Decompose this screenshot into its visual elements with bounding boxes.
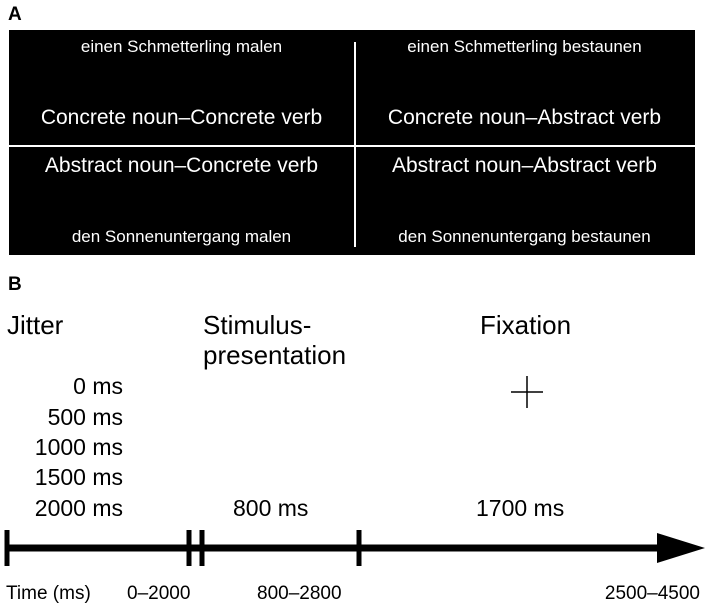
- bottom-right-condition: Abstract noun–Abstract verb: [392, 154, 657, 177]
- stimulus-duration: 800 ms: [233, 495, 309, 521]
- top-left-example: einen Schmetterling malen: [80, 37, 283, 56]
- panel-a-label: A: [8, 4, 22, 25]
- stimulus-title-line2: presentation: [203, 340, 347, 370]
- jitter-title: Jitter: [7, 310, 64, 340]
- jitter-value-2: 1000 ms: [34, 434, 123, 460]
- jitter-value-3: 1500 ms: [34, 464, 123, 490]
- bottom-right-example: den Sonnenuntergang bestaunen: [398, 227, 651, 246]
- time-tick-label-1: 0–2000: [127, 583, 191, 604]
- condition-matrix: [9, 30, 695, 255]
- time-tick-label-3: 2500–4500: [604, 583, 700, 604]
- stimulus-title-line1: Stimulus-: [203, 310, 312, 340]
- jitter-value-0: 0 ms: [73, 373, 123, 399]
- time-tick-label-2: 800–2800: [257, 583, 342, 604]
- top-right-condition: Concrete noun–Abstract verb: [387, 106, 662, 129]
- bottom-left-example: den Sonnenuntergang malen: [71, 227, 292, 246]
- fixation-duration: 1700 ms: [476, 495, 565, 521]
- timeline-arrowhead: [657, 533, 705, 563]
- jitter-value-4: 2000 ms: [34, 495, 123, 521]
- time-axis-label: Time (ms): [6, 583, 91, 604]
- timeline-arrow: [0, 520, 708, 570]
- bottom-left-condition: Abstract noun–Concrete verb: [44, 154, 319, 177]
- panel-b-label: B: [8, 274, 22, 295]
- fixation-cross-icon: [509, 374, 545, 410]
- fixation-title: Fixation: [480, 310, 572, 340]
- matrix-horizontal-divider: [9, 145, 695, 147]
- jitter-value-1: 500 ms: [47, 404, 123, 430]
- top-left-condition: Concrete noun–Concrete verb: [40, 106, 323, 129]
- top-right-example: einen Schmetterling bestaunen: [407, 37, 642, 56]
